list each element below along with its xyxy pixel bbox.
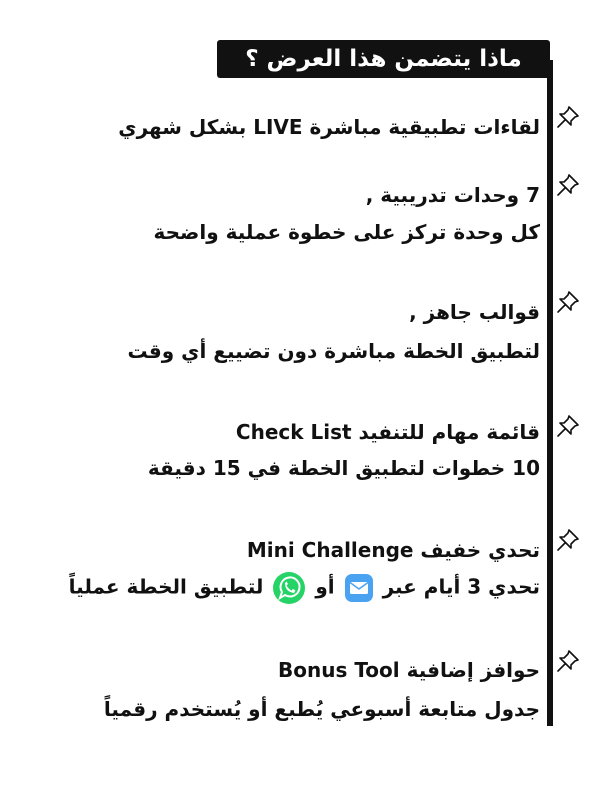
item-5-line-2-prefix: تحدي 3 أيام عبر	[382, 574, 540, 599]
item-2-line-1: 7 وحدات تدريبية ,	[365, 183, 540, 207]
item-4-line-2: 10 خطوات لتطبيق الخطة في 15 دقيقة	[147, 456, 540, 480]
timeline-line	[547, 60, 553, 726]
item-5-line-2-suffix: لتطبيق الخطة عملياً	[68, 574, 264, 599]
item-5-line-2-middle: أو	[315, 574, 335, 599]
item-6-line-1: حوافز إضافية Bonus Tool	[277, 658, 540, 682]
pushpin-icon	[555, 289, 581, 315]
pushpin-icon	[555, 648, 581, 674]
page-title: ماذا يتضمن هذا العرض ؟	[245, 46, 522, 72]
item-6-line-2: جدول متابعة أسبوعي يُطبع أو يُستخدم رقمياً	[103, 697, 540, 721]
item-3-line-1: قوالب جاهز ,	[409, 300, 540, 324]
item-3-line-2: لتطبيق الخطة مباشرة دون تضييع أي وقت	[127, 339, 540, 363]
item-4-line-1: قائمة مهام للتنفيد Check List	[235, 420, 540, 444]
title-banner	[217, 40, 550, 78]
item-2-line-2: كل وحدة تركز على خطوة عملية واضحة	[153, 220, 540, 244]
mail-icon	[344, 573, 374, 603]
item-5-line-2	[69, 571, 540, 605]
pushpin-icon	[555, 527, 581, 553]
item-5-line-1: تحدي خفيف Mini Challenge	[246, 538, 540, 562]
whatsapp-icon	[272, 571, 306, 605]
pushpin-icon	[555, 413, 581, 439]
pushpin-icon	[555, 104, 581, 130]
pushpin-icon	[555, 172, 581, 198]
item-1-line-1: لقاءات تطبيقية مباشرة LIVE بشكل شهري	[118, 115, 540, 139]
